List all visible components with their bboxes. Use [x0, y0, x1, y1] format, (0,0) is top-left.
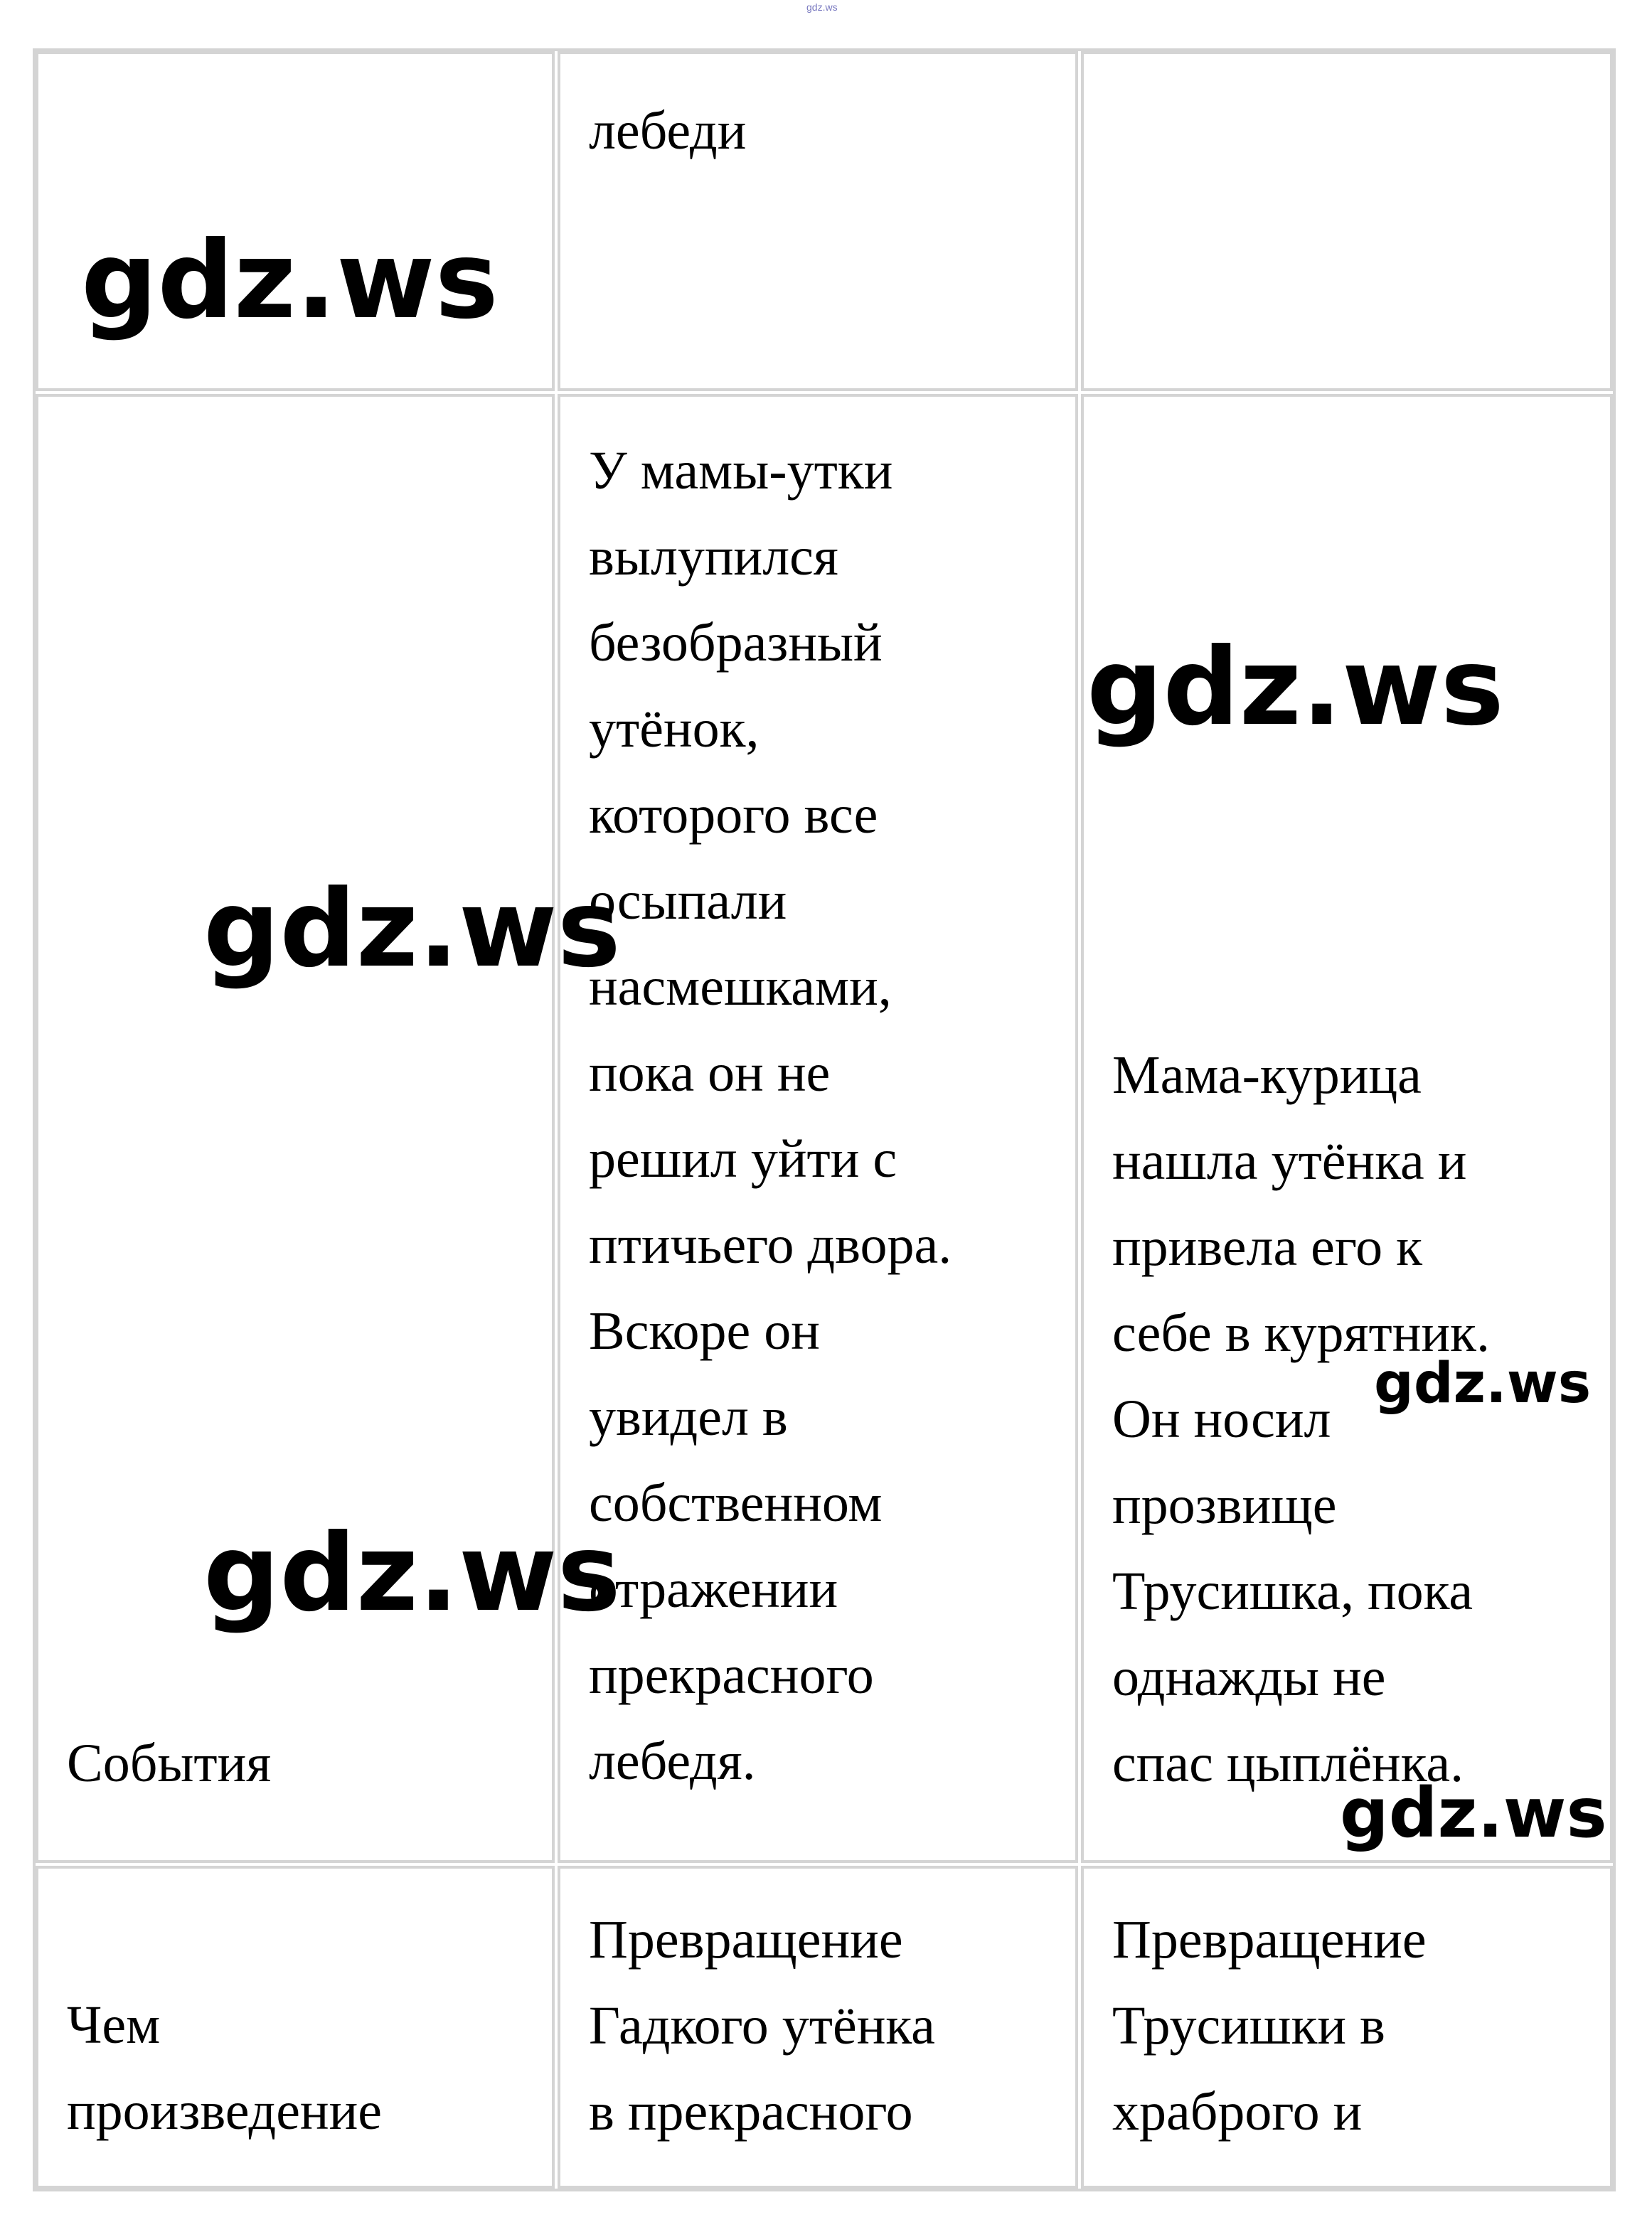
cell-text: Мама-курица нашла утёнка и привела его к себе в курятник. Он носил прозвище Трусишка, пока однажды не спас цыплёнка. [1112, 1045, 1490, 1793]
table-cell-r3-c2 [558, 1866, 1078, 2189]
watermark: gdz.ws [203, 1512, 621, 1635]
watermark: gdz.ws [203, 867, 621, 991]
cell-text: лебеди [589, 101, 747, 161]
watermark: gdz.ws [1340, 1773, 1607, 1853]
cell-text: Превращение Гадкого утёнка в прекрасного [589, 1910, 935, 2142]
cell-text: Превращение Трусишки в храброго и [1112, 1910, 1427, 2142]
row-label-events: События [67, 1734, 272, 1793]
cell-text: У мамы-утки вылупился безобразный утёнок, которого все осыпали насмешками, пока он не решил уйти с птичьего двора. Вскоре он увидел в собственном отражении прекрасного лебедя. [589, 441, 952, 1791]
comparison-table [33, 48, 1616, 2191]
watermark: gdz.ws [1087, 626, 1504, 749]
site-mark: gdz.ws [806, 1, 838, 13]
table-cell-r1-c2 [558, 51, 1078, 391]
watermark: gdz.ws [1374, 1352, 1592, 1416]
table-cell-r2-c1 [36, 394, 555, 1863]
table-cell-r2-c3 [1081, 394, 1613, 1863]
table-cell-r3-c1 [36, 1866, 555, 2189]
row-label-what-work: Чем произведение [67, 1995, 383, 2141]
table-cell-r3-c3 [1081, 1866, 1613, 2189]
table-cell-r1-c3 [1081, 51, 1613, 391]
table-cell-r2-c2 [558, 394, 1078, 1863]
watermark: gdz.ws [81, 219, 499, 343]
